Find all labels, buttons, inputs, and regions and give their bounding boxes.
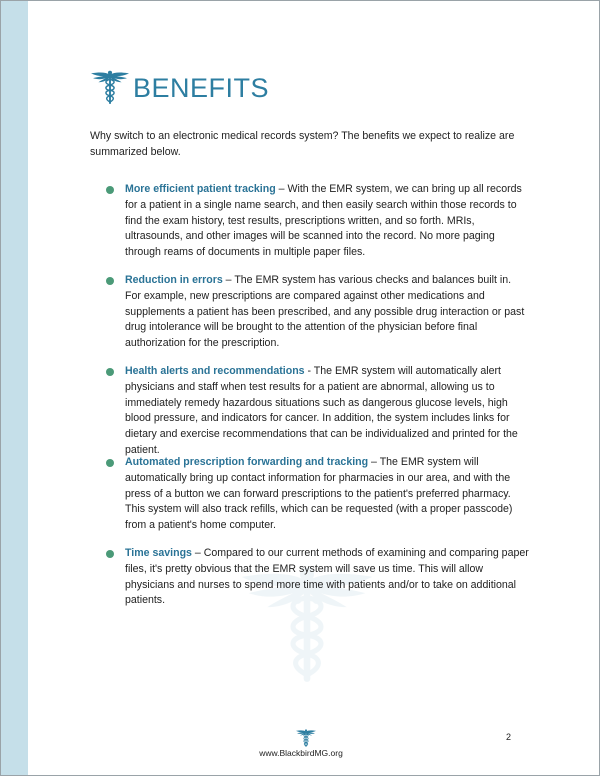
bullet-icon: [106, 186, 114, 194]
benefit-separator: –: [275, 183, 288, 195]
benefit-item: [125, 182, 529, 261]
benefit-heading: Time savings: [125, 547, 192, 559]
benefit-heading: Health alerts and recommendations: [125, 365, 305, 377]
caduceus-icon: [295, 728, 317, 748]
benefit-item: [125, 546, 529, 609]
benefit-item: [125, 364, 529, 459]
bullet-icon: [106, 277, 114, 285]
benefit-body: With the EMR system, we can bring up all records for a patient in a single name search, and then easily search within those records to find the exam history, test results, prescriptions written, and so forth. MRIs, ultrasounds, and other images will be scanned into the record. No more paging through reams of documents in multiple paper files.: [125, 183, 522, 259]
bullet-icon: [106, 550, 114, 558]
benefit-separator: –: [191, 547, 204, 559]
page-header: [89, 67, 269, 107]
benefit-body: The EMR system has various checks and balances built in. For example, new prescriptions are compared against other medications and supplements a patient has been prescribed, and any possible drug interaction or past drug intolerance will be brought to the attention of the physician before final authorization for the prescription.: [125, 274, 525, 350]
benefit-heading: Reduction in errors: [125, 274, 223, 286]
intro-paragraph: Why switch to an electronic medical records system? The benefits we expect to realize are summarized below.: [90, 130, 515, 158]
bullet-icon: [106, 459, 114, 467]
page-number: 2: [506, 732, 512, 742]
benefit-separator: –: [222, 274, 235, 286]
benefit-body: The EMR system will automatically alert physicians and staff when test results for a patient are abnormal, allowing us to immediately remedy hazardous situations such as dangerous glucose levels, high blood pressure, and indicators for cancer. In addition, the system includes links for dietary and exercise recommendations that can be individualized and printed for the patient.: [125, 365, 518, 456]
benefit-body: Compared to our current methods of examining and comparing paper files, it's pretty obvious that the EMR system will save us time. This will allow physicians and nurses to spend more time with patients and/or to take on additional patients.: [125, 547, 529, 607]
bullet-icon: [106, 368, 114, 376]
benefit-separator: –: [368, 456, 380, 468]
benefit-separator: -: [304, 365, 314, 377]
benefit-body: The EMR system will automatically bring up contact information for pharmacies in our area, and with the press of a button we can forward prescriptions to the patient's preferred pharmacy. This system will also track refills, which can be requested (with a proper passcode) from a patient's home computer.: [125, 456, 513, 532]
benefit-item: [125, 273, 529, 352]
benefit-heading: More efficient patient tracking: [125, 183, 276, 195]
footer-url: www.BlackbirdMG.org: [259, 748, 343, 758]
side-accent-bar: [1, 1, 28, 775]
page-title: BENEFITS: [133, 73, 270, 103]
caduceus-icon: [89, 68, 131, 106]
benefit-item: [125, 455, 529, 534]
benefit-heading: Automated prescription forwarding and tracking: [125, 456, 369, 468]
